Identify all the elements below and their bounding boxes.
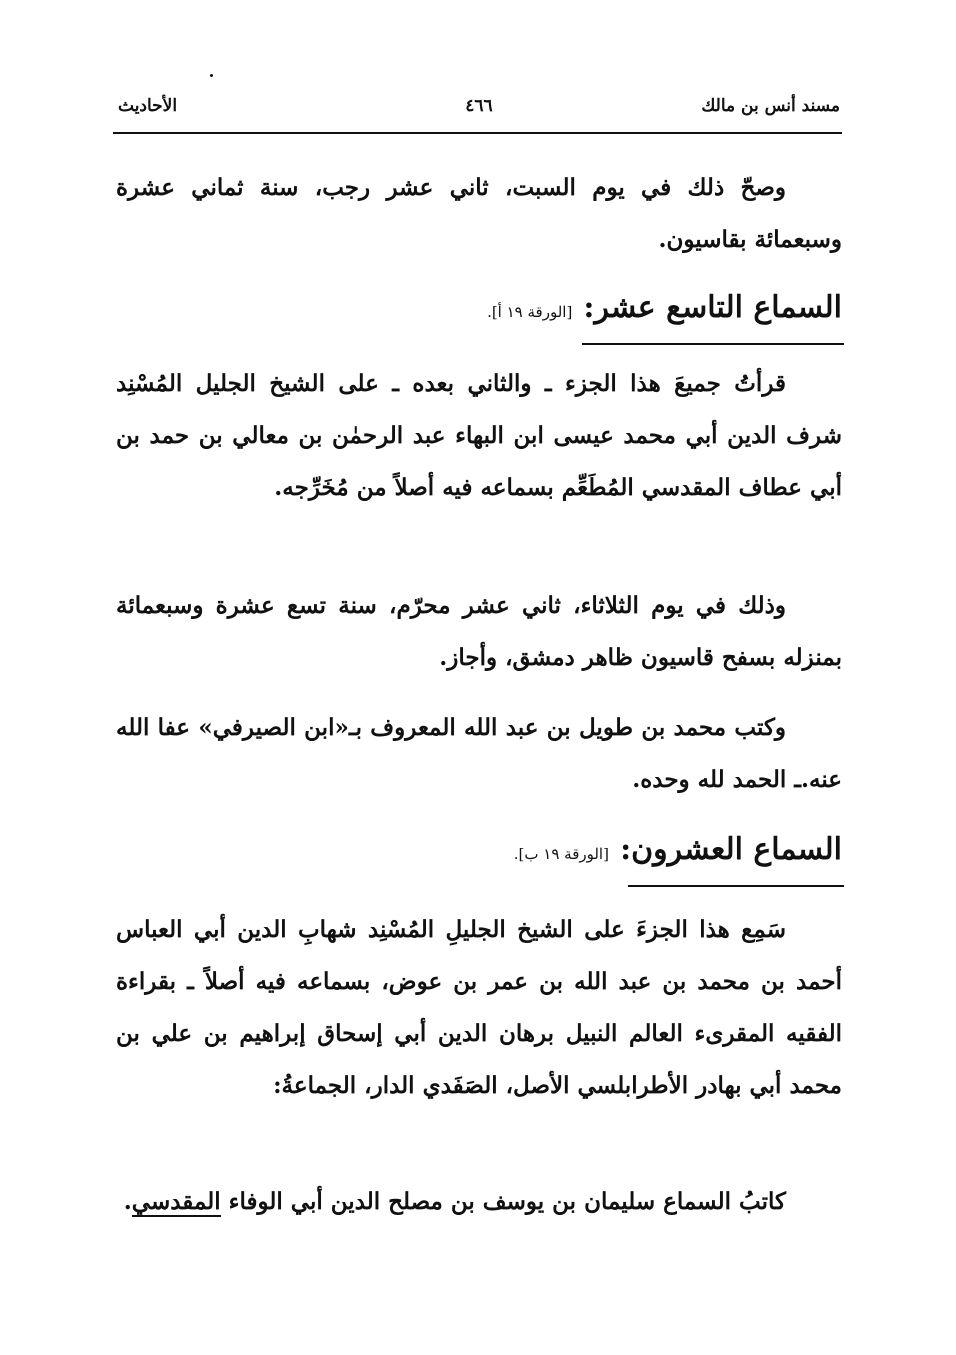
paragraph-2 [116, 358, 842, 514]
paragraph-6-text: كاتبُ السماع سليمان بن يوسف بن مصلح الدين أبي الوفاء [228, 1188, 786, 1215]
paragraph-4 [116, 702, 842, 806]
paragraph-1 [116, 162, 842, 266]
heading-title: السماع العشرون: [620, 832, 842, 867]
paragraph-3-text: وذلك في يوم الثلاثاء، ثاني عشر محرّم، سنة تسع عشرة وسبعمائة بمنزله بسفح قاسيون ظاهر دمشق، وأجاز. [116, 592, 842, 671]
heading-title: السماع التاسع عشر: [583, 290, 842, 325]
paragraph-5-text: سَمِع هذا الجزءَ على الشيخ الجليلِ المُسْنِد شهابِ الدين أبي العباس أحمد بن محمد بن عبد الله بن عمر بن عوض، بسماعه فيه أصلاً ـ بقراءة الفقيه المقرىء العالم النبيل برهان الدين أبي إسحاق إبراهيم بن علي بن محمد أبي بهادر الأطرابلسي الأصل، الصَفَدي الدار، الجماعةُ: [116, 916, 842, 1099]
paragraph-5 [116, 904, 842, 1112]
paragraph-2-text: قرأتُ جميعَ هذا الجزء ـ والثاني بعده ـ على الشيخ الجليل المُسْنِد شرف الدين أبي محمد عيسى ابن البهاء عبد الرحمٰن بن معالي بن حمد بن أبي عطاف المقدسي المُطَعِّم بسماعه فيه أصلاً من مُخَرِّجه. [116, 370, 842, 501]
paragraph-3 [116, 580, 842, 684]
paragraph-6: كاتبُ السماع سليمان بن يوسف بن مصلح الدين أبي الوفاء المقدسي. [123, 1188, 786, 1215]
header-divider [113, 132, 842, 134]
heading-sama-20 [514, 832, 842, 867]
ink-speck [210, 74, 213, 77]
paragraph-1-text: وصحّ ذلك في يوم السبت، ثاني عشر رجب، سنة ثماني عشرة وسبعمائة بقاسيون. [116, 174, 842, 253]
page-number: ٤٦٦ [465, 96, 493, 116]
heading-underline [628, 885, 844, 887]
running-header [118, 96, 840, 124]
folio-reference: [الورقة ١٩ أ]. [487, 303, 573, 321]
heading-sama-19 [487, 290, 842, 325]
paragraph-4-text: وكتب محمد بن طويل بن عبد الله المعروف بـ«ابن الصيرفي» عفا الله عنه.ـ الحمد لله وحده. [116, 714, 842, 793]
heading-underline [582, 343, 844, 345]
section-title: الأحاديث [118, 96, 178, 116]
book-title: مسند أنس بن مالك [701, 96, 840, 116]
scribe-nisba: المقدسي [131, 1188, 221, 1215]
folio-reference: [الورقة ١٩ ب]. [513, 845, 609, 863]
